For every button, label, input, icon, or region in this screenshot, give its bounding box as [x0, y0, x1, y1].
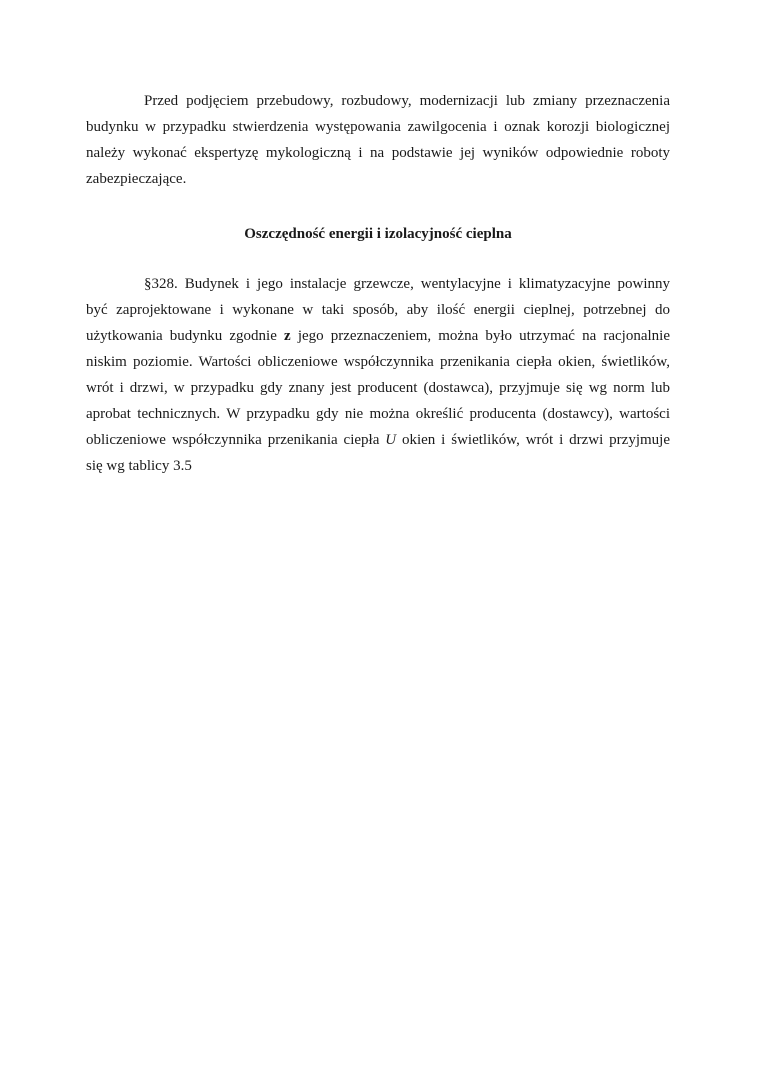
text-line: zabezpieczające.	[86, 171, 187, 187]
text-line: budynku w przypadku stwierdzenia występowania zawilgocenia i oznak korozji biologicznej	[86, 119, 670, 135]
text-line: się wg tablicy 3.5	[86, 458, 192, 474]
italic-symbol: U	[385, 432, 397, 448]
text-line: wrót i drzwi, w przypadku gdy znany jest producent (dostawca), przyjmuje się wg norm lub	[86, 380, 670, 396]
text-line: §328. Budynek i jego instalacje grzewcze, wentylacyjne i klimatyzacyjne powinny	[144, 276, 670, 292]
text-line	[86, 323, 670, 349]
text-fragment: jego przeznaczeniem, można było utrzymać na racjonalnie	[290, 328, 670, 344]
paragraph-mycology	[86, 88, 670, 192]
text-line	[86, 427, 670, 453]
text-fragment: użytkowania budynku zgodnie	[86, 328, 285, 344]
bold-letter: z	[284, 328, 291, 344]
text-line: Przed podjęciem przebudowy, rozbudowy, modernizacji lub zmiany przeznaczenia	[144, 93, 670, 109]
text-line: aprobat technicznych. W przypadku gdy nie można określić producenta (dostawcy), wartości	[86, 406, 670, 422]
text-fragment: obliczeniowe współczynnika przenikania ciepła	[86, 432, 386, 448]
paragraph-328	[86, 271, 670, 479]
text-line: być zaprojektowane i wykonane w taki sposób, aby ilość energii cieplnej, potrzebnej do	[86, 302, 670, 318]
text-fragment: okien i świetlików, wrót i drzwi przyjmuje	[396, 432, 670, 448]
text-line: niskim poziomie. Wartości obliczeniowe współczynnika przenikania ciepła okien, świetlików,	[86, 354, 670, 370]
text-line: należy wykonać ekspertyzę mykologiczną i na podstawie jej wyników odpowiednie roboty	[86, 145, 670, 161]
section-heading: Oszczędność energii i izolacyjność cieplna	[244, 226, 512, 242]
